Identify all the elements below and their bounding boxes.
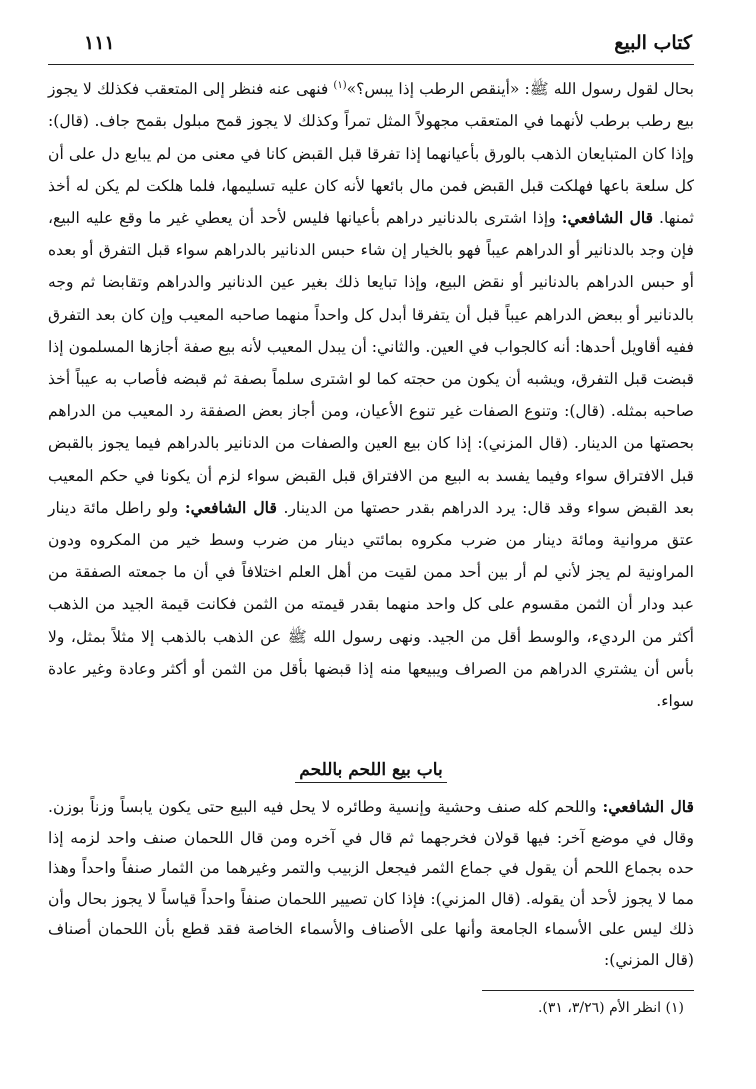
section-text [48, 792, 694, 976]
text-run: ولو راطل مائة دينار عتق مروانية ومائة دينار من ضرب مكروه بمائتي دينار من ضرب وسط خير من المكروه ودون المراونية لم يجز لأني لم أر بين أحد ممن لقيت من أهل العلم اختلافاً في أن ما جمعته الصفقة من عبد ودار أن الثمن مقسوم على كل واحد منهما بقدر قيمته من الثمن فكانت قيمة الجيد من الذهب أكثر من الرديء، والوسط أقل من الجيد. ونهى رسول الله ﷺ عن الذهب بالذهب إلا مثلاً بمثل، ولا بأس أن يشتري الدراهم من الصراف ويبيعها منه إذا قبضها بأقل من الثمن أو أكثر وعادة وغير عادة سواء. [48, 498, 695, 711]
speaker-label: قال الشافعي: [602, 797, 694, 816]
footnote-reference: (١) [333, 80, 347, 91]
speaker-label: قال الشافعي: [561, 208, 654, 227]
footnote-number: (١) [665, 1000, 684, 1016]
section-heading [48, 760, 694, 783]
text-run: فنهى عنه فنظر إلى المتعقب فكذلك لا يجوز بيع رطب برطب لأنهما في المتعقب مجهولاً المثل تمراً وكذلك لا يجوز قمح مبلول بقمح جاف. (قال): وإذا كان المتبايعان الذهب بالورق بأعيانهما إذا تفرقا قبل القبض كانا في معنى من لم يبايع دل على أن كل سلعة باعها فهلكت قبل القبض فمن مال بائعها لأنه كان عليه تسليمها، فلما هلكت لم يكن له أخذ ثمنها. [48, 80, 694, 227]
text-run: وإذا اشترى بالدنانير دراهم بأعيانها فليس لأحد أن يعطي غير ما وقع عليه البيع، فإن وجد بالدنانير أو الدراهم عيباً فهو بالخيار إن شاء حبس الدنانير بالدراهم سواء قبل التفرق أو بعده أو حبس الدراهم بالدنانير أو نقض البيع، وإذا تبايعا ذلك بغير عين الدنانير والدراهم وتقابضا ثم وجه بالدنانير أو ببعض الدراهم عيباً قبل أن يتفرقا أبدل كل واحداً منهما صاحبه المعيب وإن كان بعد التفرق ففيه أقاويل أحدها: أنه كالجواب في العين. والثاني: أن يبدل المعيب لأنه بيع صفة أجازها المسلمون إذا قبضت قبل التفرق، ويشبه أن يكون من حجته كما لو اشترى سلماً بصفة ثم قبضه فأصاب به عيباً أخذ صاحبه بمثله. (قال): وتنوع الصفات غير تنوع الأعيان، ومن أجاز بعض الصفقة رد المعيب من الدراهم بحصتها من الدينار. (قال المزني): إذا كان بيع العين والصفات من الدنانير بالدراهم فيما يجوز بالقبض قبل الافتراق سواء وفيما يفسد به البيع من الافتراق قبل القبض سواء لزم أن يكونا في حكم المعيب بعد القبض سواء وقد قال: يرد الدراهم بقدر حصتها من الدينار. [48, 209, 695, 517]
speaker-label: قال الشافعي: [184, 497, 277, 517]
footnote [538, 1000, 684, 1016]
paragraph [48, 70, 694, 717]
paragraph [48, 792, 694, 976]
text-run: بحال لقول رسول الله ﷺ: «أينقص الرطب إذا يبس؟» [346, 80, 694, 99]
text-run: واللحم كله صنف وحشية وإنسية وطائره لا يحل فيه البيع حتى يكون يابساً وزناً بوزن. وقال في موضع آخر: فيها قولان فخرجهما ثم قال في آخره ومن قال اللحمان صنف واحد لزمه إذا حده بجماع اللحم أن يقول في جماع الثمر فيجعل الزبيب والتمر وغيرهما من الثمار صنفاً واحداً وهذا مما لا يجوز لأحد أن يقوله. (قال المزني): فإذا كان تصيير اللحمان صنفاً واحداً قياساً لا يجوز بحال وأن ذلك ليس على الأسماء الجامعة وأنها على الأصناف والأسماء الخاصة فقد قطع بأن اللحمان أصناف (قال المزني): [48, 798, 694, 969]
section-title: باب بيع اللحم باللحم [295, 760, 446, 783]
page-number: ١١١ [84, 32, 115, 54]
main-text [48, 70, 694, 717]
footnote-text: انظر الأم (٣/٢٦، ٣١). [537, 1000, 662, 1016]
footnote-divider [482, 990, 694, 991]
page-header [48, 30, 694, 65]
running-title: كتاب البيع [614, 32, 692, 54]
